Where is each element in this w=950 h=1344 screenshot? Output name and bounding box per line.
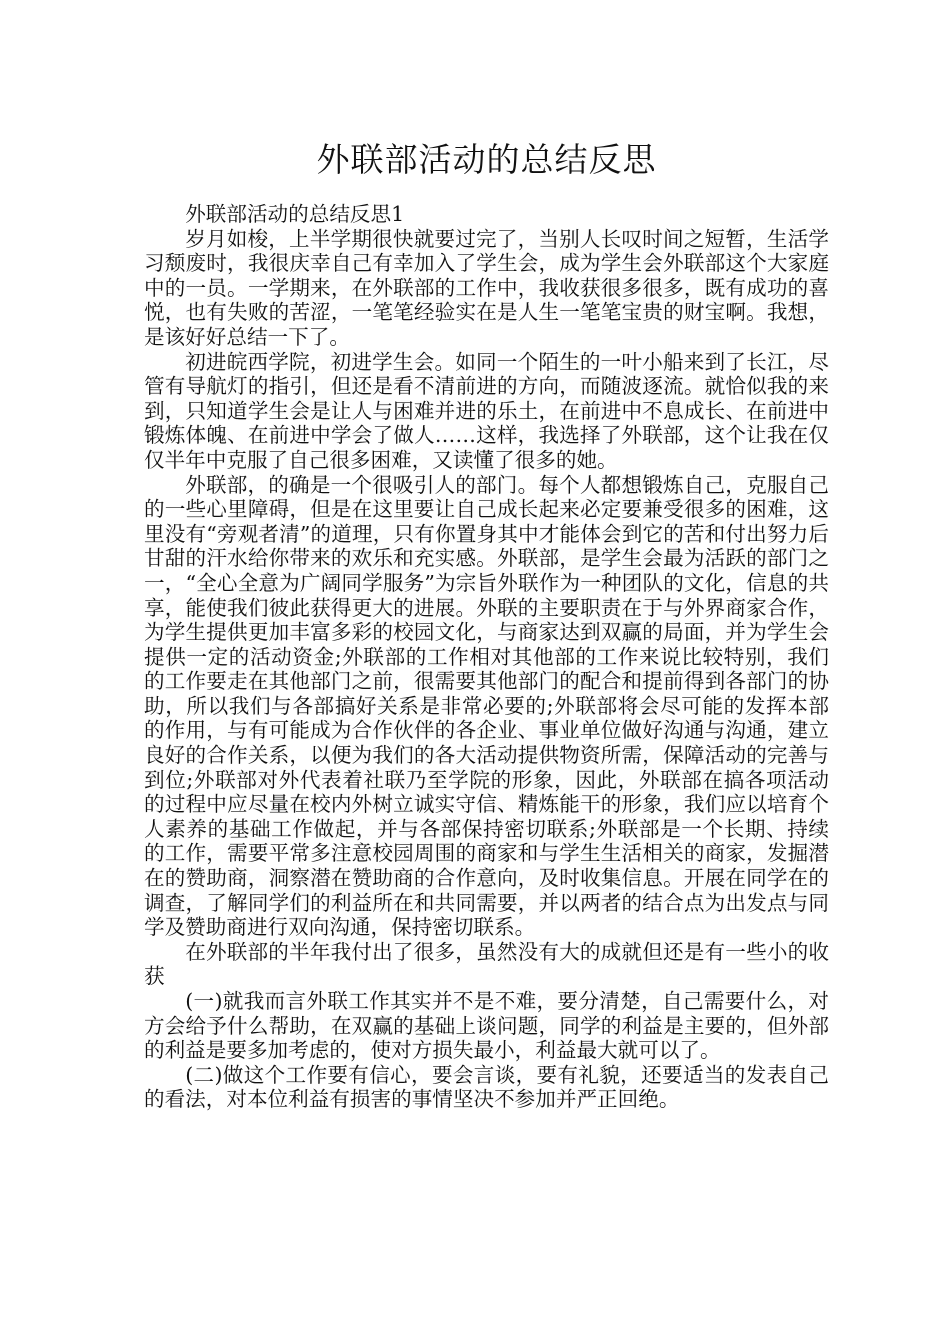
document-title: 外联部活动的总结反思	[316, 140, 657, 179]
document-subtitle: 外联部活动的总结反思1	[185, 202, 405, 226]
paragraph-3: 外联部，的确是一个很吸引人的部门。每个人都想锻炼自己，克服自己的一些心里障碍，但是在这里要让自己成长起来必定要兼受很多的困难，这里没有“旁观者清”的道理，只有你置身其中才能体会到它的苦和付出努力后甘甜的汗水给你带来的欢乐和充实感。外联部，是学生会最为活跃的部门之一，“全心全意为广阔同学服务”为宗旨外联作为一种团队的文化，信息的共享，能使我们彼此获得更大的进展。外联的主要职责在于与外界商家合作，为学生提供更加丰富多彩的校园文化，与商家达到双赢的局面，并为学生会提供一定的活动资金;外联部的工作相对其他部的工作来说比较特别，我们的工作要走在其他部门之前，很需要其他部门的配合和提前得到各部门的协助，所以我们与各部搞好关系是非常必要的;外联部将会尽可能的发挥本部的作用，与有可能成为合作伙伴的各企业、事业单位做好沟通与沟通，建立良好的合作关系，以便为我们的各大活动提供物资所需，保障活动的完善与到位;外联部对外代表着社联乃至学院的形象，因此，外联部在搞各项活动的过程中应尽量在校内外树立诚实守信、精炼能干的形象，我们应以培育个人素养的基础工作做起，并与各部保持密切联系;外联部是一个长期、持续的工作，需要平常多注意校园周围的商家和与学生生活相关的商家，发掘潜在的赞助商，洞察潜在赞助商的合作意向，及时收集信息。开展在同学在的调查，了解同学们的利益所在和共同需要，并以两者的结合点为出发点与同学及赞助商进行双向沟通，保持密切联系。	[144, 472, 829, 940]
paragraph-5: (一)就我而言外联工作其实并不是不难，要分清楚，自己需要什么，对方会给予什么帮助，在双赢的基础上谈问题，同学的利益是主要的，但外部的利益是要多加考虑的，使对方损失最小，利益最大就可以了。	[144, 989, 829, 1063]
paragraph-6: (二)做这个工作要有信心，要会言谈，要有礼貌，还要适当的发表自己的看法，对本位利益有损害的事情坚决不参加并严正回绝。	[144, 1062, 829, 1112]
paragraph-2: 初进皖西学院，初进学生会。如同一个陌生的一叶小船来到了长江，尽管有导航灯的指引，但还是看不清前进的方向，而随波逐流。就恰似我的来到，只知道学生会是让人与困难并进的乐土，在前进中不息成长、在前进中锻炼体魄、在前进中学会了做人……这样，我选择了外联部，这个让我在仅仅半年中克服了自己很多困难，又读懂了很多的她。	[144, 349, 829, 472]
paragraph-4: 在外联部的半年我付出了很多，虽然没有大的成就但还是有一些小的收获	[144, 939, 829, 989]
document-page	[144, 120, 829, 1112]
paragraph-1: 岁月如梭，上半学期很快就要过完了，当别人长叹时间之短暂，生活学习颓废时，我很庆幸自己有幸加入了学生会，成为学生会外联部这个大家庭中的一员。一学期来，在外联部的工作中，我收获很多很多，既有成功的喜悦，也有失败的苦涩，一笔笔经验实在是人生一笔笔宝贵的财宝啊。我想，是该好好总结一下了。	[144, 226, 829, 349]
